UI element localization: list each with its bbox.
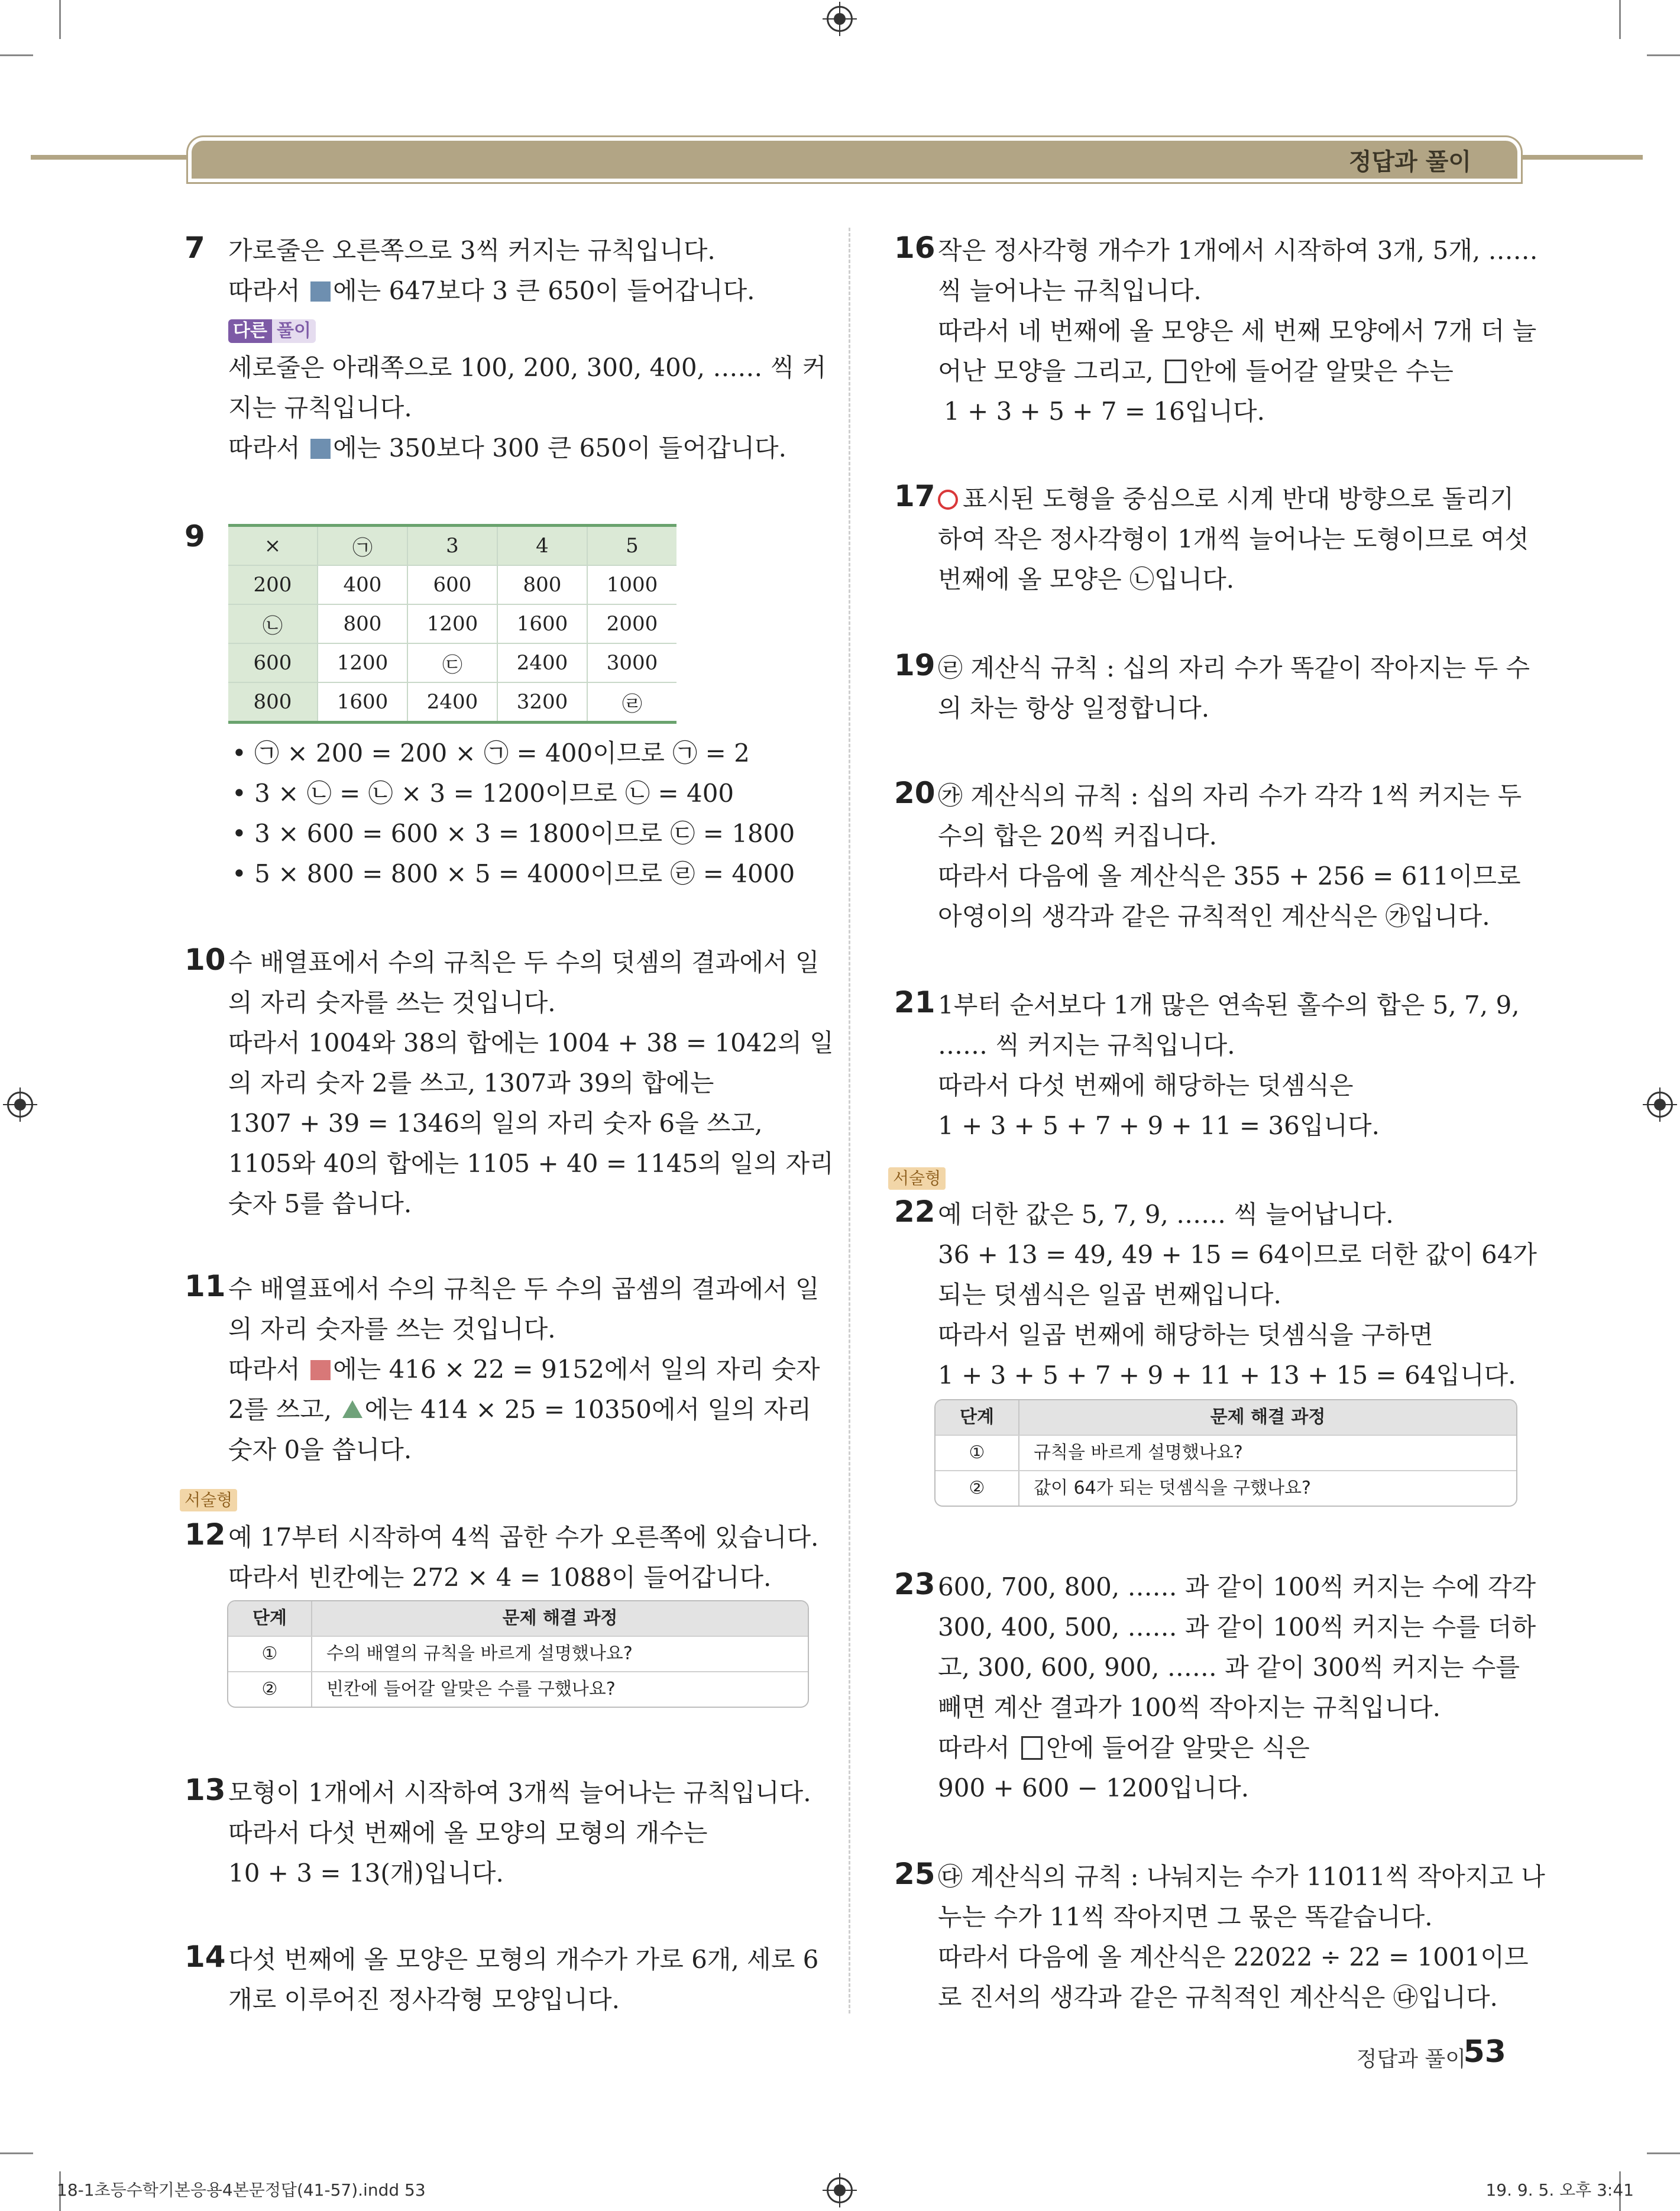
bullet-line: • ㉠ × 200 = 200 × ㉠ = 400이므로 ㉠ = 2 [232,739,750,768]
answer-line: 수 배열표에서 수의 규칙은 두 수의 곱셈의 결과에서 일 [228,1274,820,1303]
bullet-line: • 3 × 600 = 600 × 3 = 1800이므로 ㉢ = 1800 [232,819,795,848]
answer-line: 따라서 다음에 올 계산식은 22022 ÷ 22 = 1001이므 [938,1943,1529,1972]
answer-line: 표시된 도형을 중심으로 시계 반대 방향으로 돌리기 [938,479,1529,519]
answer-line: 1307 + 39 = 1346의 일의 자리 숫자 6을 쓰고, [228,1109,763,1138]
answer-line: 따라서 안에 들어갈 알맞은 식은 [938,1733,1310,1762]
answer-line: 1부터 순서보다 1개 많은 연속된 홀수의 합은 5, 7, 9, [938,990,1520,1019]
problem-number: 11 [184,1269,226,1303]
problem-number: 14 [184,1940,226,1974]
answer-line: 지는 규칙입니다. [228,393,412,422]
problem-number: 19 [894,648,936,682]
problem-number: 20 [894,776,936,810]
answer-line: 하여 작은 정사각형이 1개씩 늘어나는 도형이므로 여섯 [938,525,1529,553]
grading-rubric-22 [934,1399,1517,1507]
blue-square-icon [310,439,331,459]
section-title: 정답과 풀이 [1348,148,1471,176]
table-row: ㉡ 800 1200 1600 2000 [228,604,676,643]
answer-line: 따라서 네 번째에 올 모양은 세 번째 모양에서 7개 더 늘 [938,316,1537,345]
rubric-header: 문제 해결 과정 [1210,1407,1326,1427]
answer-line: 빼면 계산 결과가 100씩 작아지는 규칙입니다. [938,1693,1441,1722]
footer-label: 정답과 풀이 [1356,2047,1466,2071]
answer-line: 따라서 에는 350보다 300 큰 650이 들어갑니다. [228,433,786,462]
problem-number: 13 [184,1773,226,1807]
answer-line: ㉣ 계산식 규칙 : 십의 자리 수가 똑같이 작아지는 두 수 [938,653,1530,682]
answer-line: 고, 300, 600, 900, …… 과 같이 300씩 커지는 수를 [938,1653,1520,1682]
answer-line: 10 + 3 = 13(개)입니다. [228,1859,504,1888]
answer-line: 의 자리 숫자 2를 쓰고, 1307과 39의 합에는 [228,1069,714,1098]
crop-mark [0,54,33,56]
answer-line: 누는 수가 11씩 작아지면 그 몫은 똑같습니다. [938,1902,1433,1931]
answer-line: 600, 700, 800, …… 과 같이 100씩 커지는 수에 각각 [938,1572,1536,1601]
crop-mark [1647,54,1680,56]
alt-solution-badge: 다른 풀이 [228,311,826,348]
answer-line: 수 배열표에서 수의 규칙은 두 수의 덧셈의 결과에서 일 [228,948,820,977]
page-number: 53 [1463,2034,1506,2070]
registration-mark-icon [1647,1092,1673,1118]
table-row: ① 수의 배열의 규칙을 바르게 설명했나요? [228,1636,808,1671]
answer-line: 900 + 600 − 1200입니다. [938,1773,1250,1802]
answer-line: 따라서 다음에 올 계산식은 355 + 256 = 611이므로 [938,862,1521,891]
green-triangle-icon [342,1400,362,1418]
rubric-header: 단계 [936,1400,1019,1435]
answer-line: 36 + 13 = 49, 49 + 15 = 64이므로 더한 값이 64가 [938,1240,1537,1269]
answer-line: 번째에 올 모양은 ㉡입니다. [938,565,1235,594]
answer-line: 숫자 5를 씁니다. [228,1189,412,1218]
answer-line: ㉮ 계산식의 규칙 : 십의 자리 수가 각각 1씩 커지는 두 [938,781,1522,810]
answer-line: 다섯 번째에 올 모양은 모형의 개수가 가로 6개, 세로 6 [228,1945,819,1974]
registration-mark-icon [827,6,853,32]
pink-square-icon [310,1360,331,1380]
answer-line: 아영이의 생각과 같은 규칙적인 계산식은 ㉮입니다. [938,902,1490,931]
answer-line: 따라서 다섯 번째에 해당하는 덧셈식은 [938,1071,1354,1100]
multiplication-table [228,524,676,724]
answer-line: 의 자리 숫자를 쓰는 것입니다. [228,1315,556,1344]
print-slug-date: 19. 9. 5. 오후 3:41 [1485,2180,1634,2200]
answer-line: 따라서 다섯 번째에 올 모양의 모형의 개수는 [228,1818,708,1847]
blank-box-icon [1165,360,1186,383]
registration-mark-icon [7,1092,33,1118]
answer-line: 예 17부터 시작하여 4씩 곱한 수가 오른쪽에 있습니다. [228,1523,819,1552]
answer-line: 예 더한 값은 5, 7, 9, …… 씩 늘어납니다. [938,1200,1394,1229]
answer-line: 가로줄은 오른쪽으로 3씩 커지는 규칙입니다. [228,236,716,265]
crop-mark [1619,0,1621,39]
answer-line: 의 자리 숫자를 쓰는 것입니다. [228,988,556,1017]
answer-line: 1 + 3 + 5 + 7 + 9 + 11 = 36입니다. [938,1111,1380,1140]
answer-line: 1 + 3 + 5 + 7 = 16입니다. [944,397,1265,426]
rubric-header: 단계 [228,1601,312,1636]
answer-line: 따라서 에는 647보다 3 큰 650이 들어갑니다. [228,276,755,305]
table-row: 200 400 600 800 1000 [228,565,676,604]
table-row: ② 빈칸에 들어갈 알맞은 수를 구했나요? [228,1671,808,1707]
problem-number: 9 [184,519,205,553]
table-row: × ㉠ 3 4 5 [228,526,676,566]
answer-line: 300, 400, 500, …… 과 같이 100씩 커지는 수를 더하 [938,1613,1536,1642]
print-slug-file: 18-1초등수학기본응용4본문정답(41-57).indd 53 [57,2180,426,2200]
problem-number: 17 [894,479,936,513]
column-divider [849,228,850,2013]
table-row: ① 규칙을 바르게 설명했나요? [936,1435,1516,1470]
problem-number: 21 [894,985,936,1019]
problem-number: 25 [894,1857,936,1891]
answer-line: …… 씩 커지는 규칙입니다. [938,1031,1235,1060]
problem-number: 23 [894,1567,936,1601]
answer-line: 로 진서의 생각과 같은 규칙적인 계산식은 ㉰입니다. [938,1983,1498,2012]
problem-number: 22 [894,1194,936,1229]
answer-line: 어난 모양을 그리고, 안에 들어갈 알맞은 수는 [938,357,1454,386]
table-row: 800 1600 2400 3200 ㉣ [228,682,676,723]
red-circle-icon [938,490,958,510]
answer-line: 작은 정사각형 개수가 1개에서 시작하여 3개, 5개, …… [938,236,1538,265]
answer-line: 따라서 에는 416 × 22 = 9152에서 일의 자리 숫자 [228,1355,820,1384]
blue-square-icon [310,281,331,302]
rubric-header: 문제 해결 과정 [502,1608,618,1629]
blank-box-icon [1021,1736,1043,1760]
bullet-line: • 5 × 800 = 800 × 5 = 4000이므로 ㉣ = 4000 [232,859,795,888]
answer-line: 따라서 1004와 38의 합에는 1004 + 38 = 1042의 일 [228,1028,834,1057]
header-band [188,137,1521,182]
answer-line: 되는 덧셈식은 일곱 번째입니다. [938,1280,1281,1309]
answer-line: 수의 합은 20씩 커집니다. [938,821,1217,850]
crop-mark [0,2152,33,2154]
answer-line: ㉰ 계산식의 규칙 : 나눠지는 수가 11011씩 작아지고 나 [938,1862,1545,1891]
answer-line: 모형이 1개에서 시작하여 3개씩 늘어나는 규칙입니다. [228,1778,811,1807]
descriptive-type-badge: 서술형 [888,1167,946,1190]
crop-mark [59,0,61,39]
problem-number: 16 [894,231,936,265]
table-row: 600 1200 ㉢ 2400 3000 [228,643,676,682]
answer-line: 따라서 일곱 번째에 해당하는 덧셈식을 구하면 [938,1320,1433,1349]
descriptive-type-badge: 서술형 [180,1489,237,1511]
problem-number: 12 [184,1517,226,1552]
answer-line: 씩 늘어나는 규칙입니다. [938,276,1202,305]
answer-line: 의 차는 항상 일정합니다. [938,694,1210,723]
problem-number: 7 [184,231,205,265]
bullet-line: • 3 × ㉡ = ㉡ × 3 = 1200이므로 ㉡ = 400 [232,779,734,808]
answer-line: 세로줄은 아래쪽으로 100, 200, 300, 400, …… 씩 커 [228,353,827,382]
table-row: ② 값이 64가 되는 덧셈식을 구했나요? [936,1470,1516,1506]
answer-line: 개로 이루어진 정사각형 모양입니다. [228,1985,620,2014]
crop-mark [1647,2152,1680,2154]
problem-number: 10 [184,943,226,977]
answer-line: 따라서 빈칸에는 272 × 4 = 1088이 들어갑니다. [228,1563,772,1592]
answer-line: 2를 쓰고, 에는 414 × 25 = 10350에서 일의 자리 [228,1395,812,1424]
answer-line: 1 + 3 + 5 + 7 + 9 + 11 + 13 + 15 = 64입니다. [938,1361,1516,1390]
grading-rubric-12 [227,1600,809,1708]
answer-line: 숫자 0을 씁니다. [228,1435,412,1464]
answer-line: 1105와 40의 합에는 1105 + 40 = 1145의 일의 자리 [228,1149,834,1178]
registration-mark-icon [827,2177,853,2203]
